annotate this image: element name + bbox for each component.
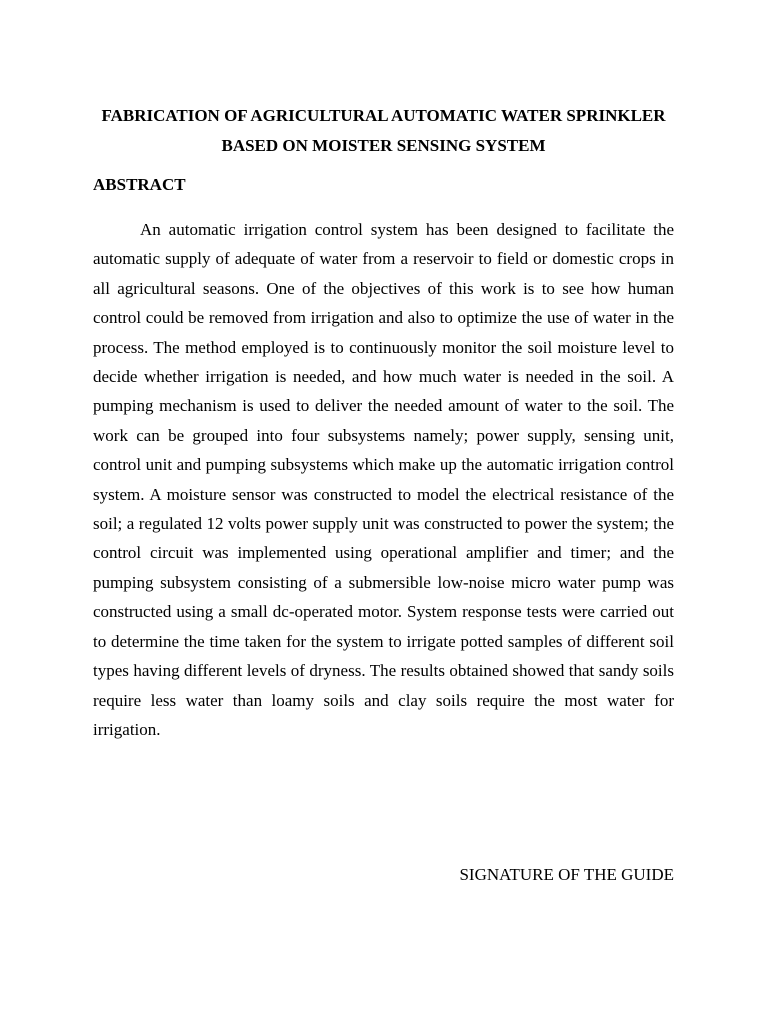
abstract-paragraph: An automatic irrigation control system has been designed to facilitate the automatic supply of adequate of water from a reservoir to field or domestic crops in all agricultural seasons. One of the objectives of this work is to see how human control could be removed from irrigation and also to optimize the use of water in the process. The method employed is to continuously monitor the soil moisture level to decide whether irrigation is needed, and how much water is needed in the soil. A pumping mechanism is used to deliver the needed amount of water to the soil. The work can be grouped into four subsystems namely; power supply, sensing unit, control unit and pumping subsystems which make up the automatic irrigation control system. A moisture sensor was constructed to model the electrical resistance of the soil; a regulated 12 volts power supply unit was constructed to power the system; the control circuit was implemented using operational amplifier and timer; and the pumping subsystem consisting of a submersible low-noise micro water pump was constructed using a small dc-operated motor. System response tests were carried out to determine the time taken for the system to irrigate potted samples of different soil types having different levels of dryness. The results obtained showed that sandy soils require less water than loamy soils and clay soils require the most water for irrigation. [93,220,674,739]
document-title: FABRICATION OF AGRICULTURAL AUTOMATIC WATER SPRINKLER BASED ON MOISTER SENSING SYSTEM [101,106,666,155]
abstract-heading: ABSTRACT [93,175,186,194]
signature-label: SIGNATURE OF THE GUIDE [459,865,674,884]
